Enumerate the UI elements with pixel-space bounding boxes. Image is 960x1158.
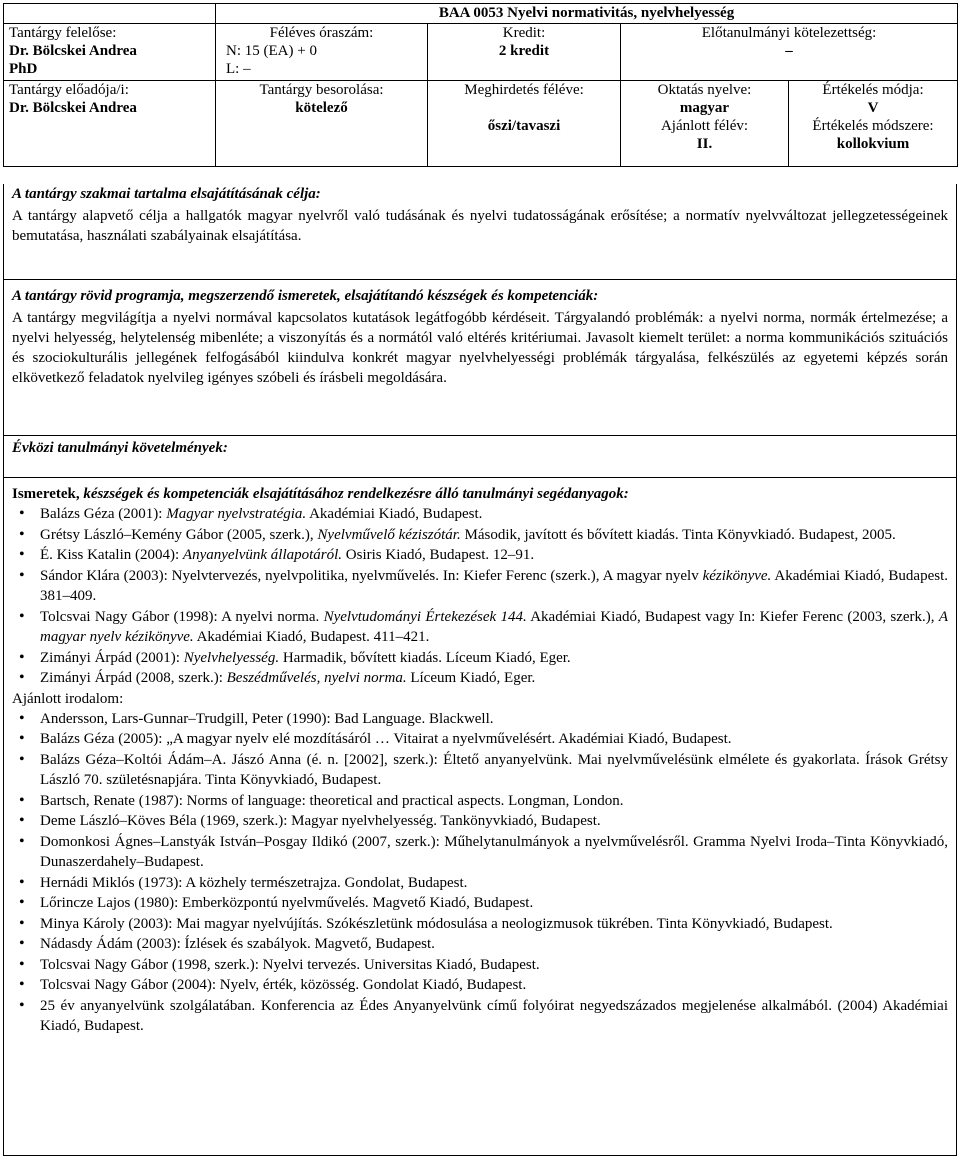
materials-item-text: Akadémiai Kiadó, Budapest vagy In: Kiefer Ferenc (2003, szerk.), xyxy=(526,608,939,625)
evaluation-label: Értékelés módja: xyxy=(822,82,924,98)
recommended-semester-value: II. xyxy=(696,136,713,152)
goal-text: A tantárgy alapvető célja a hallgatók magyar nyelvről való tudásának és nyelvi tudatosságának erősítése; a normatív nyelvváltozat jellegzetességeinek bemutatása, használati szabályainak elsajátítása. xyxy=(12,208,948,244)
materials-item-text: É. Kiss Katalin (2004): xyxy=(40,547,183,563)
prereq-cell xyxy=(621,24,958,81)
lecturer-name: Dr. Bölcskei Andrea xyxy=(9,100,137,116)
goal-section xyxy=(3,184,957,280)
program-text: A tantárgy megvilágítja a nyelvi normával kapcsolatos kutatások legátfogóbb kérdéseit. Tárgyalandó problémák: a nyelvi norma, normák értelmezése; a nyelvi helyesség, helytelenség mibenléte; a viszonyítás és a normától való eltérés kritériumai. Javasolt kiemelt terület: a norma kommunikációs szituációs és szociokulturális jellegének felfogásából kiindulva konkrét magyar nyelvhelyességi problémák tárgyalása, felkészülés az egyetemi képzés során elkövetkező feladatok nyelvileg igényes szóbeli és írásbeli megoldására. xyxy=(12,310,948,386)
recommended-item: • Minya Károly (2003): Mai magyar nyelvújítás. Szókészletünk módosulása a neologizmusok tükrében. Tinta Könyvkiadó, Budapest. xyxy=(40,914,948,935)
materials-item-text: Akadémiai Kiadó, Budapest. 411–421. xyxy=(193,629,430,645)
materials-item-text: Balázs Géza (2001): xyxy=(40,506,167,522)
materials-item-text: Grétsy László–Kemény Gábor (2005, szerk.), xyxy=(40,526,318,543)
materials-heading-plain: Ismeretek, xyxy=(12,486,84,502)
materials-item-text: Akadémiai Kiadó, Budapest. xyxy=(306,506,483,522)
materials-item-title: Nyelvművelő kéziszótár. xyxy=(317,526,461,543)
credit-label: Kredit: xyxy=(502,25,546,41)
evaluation-cell xyxy=(789,81,958,167)
hours-n: N: 15 (EA) + 0 xyxy=(226,43,317,59)
recommended-item: • Bartsch, Renate (1987): Norms of language: theoretical and practical aspects. Longman, London. xyxy=(40,791,948,812)
prereq-label: Előtanulmányi kötelezettség: xyxy=(701,25,877,41)
materials-item-title: Magyar nyelvstratégia. xyxy=(166,506,307,522)
requirements-heading: Évközi tanulmányi követelmények: xyxy=(12,440,228,456)
program-section xyxy=(3,280,957,436)
recommended-item: • Nádasdy Ádám (2003): Ízlések és szabályok. Magvető, Budapest. xyxy=(40,934,948,955)
recommended-heading: Ajánlott irodalom: xyxy=(12,690,124,707)
materials-section xyxy=(3,478,957,1156)
materials-item-title: Anyanyelvünk állapotáról. xyxy=(182,547,343,563)
responsible-label: Tantárgy felelőse: xyxy=(9,25,117,41)
evaluation-method-value: kollokvium xyxy=(836,136,910,152)
language-label: Oktatás nyelve: xyxy=(657,82,752,98)
materials-item-title: Beszédművelés, nyelvi norma. xyxy=(226,670,407,686)
semester-label: Meghirdetés féléve: xyxy=(464,82,584,98)
materials-list xyxy=(12,504,948,689)
materials-item-text: Tolcsvai Nagy Gábor (1998): A nyelvi norma. xyxy=(40,608,324,625)
materials-item-text: Sándor Klára (2003): Nyelvtervezés, nyelvpolitika, nyelvművelés. In: Kiefer Ferenc (szerk.), A magyar nyelv xyxy=(40,567,703,584)
materials-item-text: Második, javított és bővített kiadás. Tinta Könyvkiadó. Budapest, 2005. xyxy=(460,526,896,543)
semester-cell xyxy=(428,81,621,167)
materials-item xyxy=(40,668,948,689)
materials-heading xyxy=(12,484,948,504)
evaluation-value: V xyxy=(867,100,879,116)
language-value: magyar xyxy=(679,100,730,116)
materials-item xyxy=(40,545,948,566)
requirements-section xyxy=(3,436,957,478)
recommended-semester-label: Ajánlott félév: xyxy=(660,118,749,134)
materials-item-title: A magyar nyelv kézikönyve. xyxy=(40,608,948,645)
recommended-item: • Balázs Géza–Koltói Ádám–A. Jászó Anna (é. n. [2002], szerk.): Éltető anyanyelvünk. Mai nyelvművelésünk elmélete és gyakorlata. Írások Grétsy László 70. születésnapjára. Tinta Könyvkiadó, Budapest. xyxy=(40,750,948,791)
responsible-name: Dr. Bölcskei Andrea xyxy=(9,43,137,59)
materials-item xyxy=(40,648,948,669)
recommended-item: • Deme László–Köves Béla (1969, szerk.): Magyar nyelvhelyesség. Tankönyvkiadó, Budapest. xyxy=(40,811,948,832)
evaluation-method-label: Értékelés módszere: xyxy=(812,118,934,134)
language-cell xyxy=(621,81,789,167)
classification-label: Tantárgy besorolása: xyxy=(259,82,384,98)
materials-item-title: Nyelvhelyesség. xyxy=(183,649,280,666)
hours-label: Féléves óraszám: xyxy=(269,25,374,41)
recommended-item: • Hernádi Miklós (1973): A közhely természetrajza. Gondolat, Budapest. xyxy=(40,873,948,894)
materials-item-text: Zimányi Árpád (2001): xyxy=(40,649,184,666)
materials-item xyxy=(40,504,948,525)
recommended-item: • Tolcsvai Nagy Gábor (2004): Nyelv, érték, közösség. Gondolat Kiadó, Budapest. xyxy=(40,975,948,996)
prereq-value: – xyxy=(785,43,793,59)
credit-cell xyxy=(428,24,621,81)
materials-item-text: Zimányi Árpád (2008, szerk.): xyxy=(40,670,227,686)
lecturer-cell xyxy=(4,81,216,167)
materials-item-title: Nyelvtudományi Értekezések 144. xyxy=(323,608,527,625)
classification-value: kötelező xyxy=(295,100,348,116)
recommended-item: • 25 év anyanyelvünk szolgálatában. Konferencia az Édes Anyanyelvünk című folyóirat negyedszázados megjelenése alkalmából. (2004) Akadémiai Kiadó, Budapest. xyxy=(40,996,948,1037)
recommended-item: • Lőrincze Lajos (1980): Emberközpontú nyelvművelés. Magvető Kiadó, Budapest. xyxy=(40,893,948,914)
materials-item-text: Harmadik, bővített kiadás. Líceum Kiadó, Eger. xyxy=(279,649,571,666)
materials-item-text: Osiris Kiadó, Budapest. 12–91. xyxy=(342,547,535,563)
materials-item xyxy=(40,607,948,648)
materials-item xyxy=(40,525,948,546)
responsible-degree: PhD xyxy=(9,61,38,77)
recommended-item: • Andersson, Lars-Gunnar–Trudgill, Peter (1990): Bad Language. Blackwell. xyxy=(40,709,948,730)
recommended-item: • Tolcsvai Nagy Gábor (1998, szerk.): Nyelvi tervezés. Universitas Kiadó, Budapest. xyxy=(40,955,948,976)
materials-item xyxy=(40,566,948,607)
course-title: BAA 0053 Nyelvi normativitás, nyelvhelyesség xyxy=(216,4,958,24)
classification-cell xyxy=(216,81,428,167)
materials-item-text: Líceum Kiadó, Eger. xyxy=(406,670,536,686)
responsible-cell xyxy=(4,24,216,81)
hours-cell xyxy=(216,24,428,81)
lecturer-label: Tantárgy előadója/i: xyxy=(9,82,129,98)
program-heading: A tantárgy rövid programja, megszerzendő ismeretek, elsajátítandó készségek és kompetenciák: xyxy=(12,288,599,304)
recommended-item: • Domonkosi Ágnes–Lanstyák István–Posgay Ildikó (2007, szerk.): Műhelytanulmányok a nyelvművelésről. Gramma Nyelvi Iroda–Tinta Könyvkiadó, Dunaszerdahely–Budapest. xyxy=(40,832,948,873)
materials-item-title: kézikönyve. xyxy=(702,567,772,584)
recommended-list xyxy=(12,709,948,1037)
course-header-table xyxy=(3,3,958,167)
recommended-item: • Balázs Géza (2005): „A magyar nyelv elé mozdításáról … Vitairat a nyelvművelésért. Akadémiai Kiadó, Budapest. xyxy=(40,729,948,750)
semester-value: őszi/tavaszi xyxy=(487,118,561,134)
materials-item-text: Akadémiai Kiadó, Budapest. 381–409. xyxy=(40,567,948,604)
materials-heading-italic: készségek és kompetenciák elsajátításához rendelkezésre álló tanulmányi segédanyagok: xyxy=(83,486,629,502)
goal-heading: A tantárgy szakmai tartalma elsajátításának célja: xyxy=(12,186,321,202)
hours-l: L: – xyxy=(226,61,251,77)
credit-value: 2 kredit xyxy=(498,43,550,59)
